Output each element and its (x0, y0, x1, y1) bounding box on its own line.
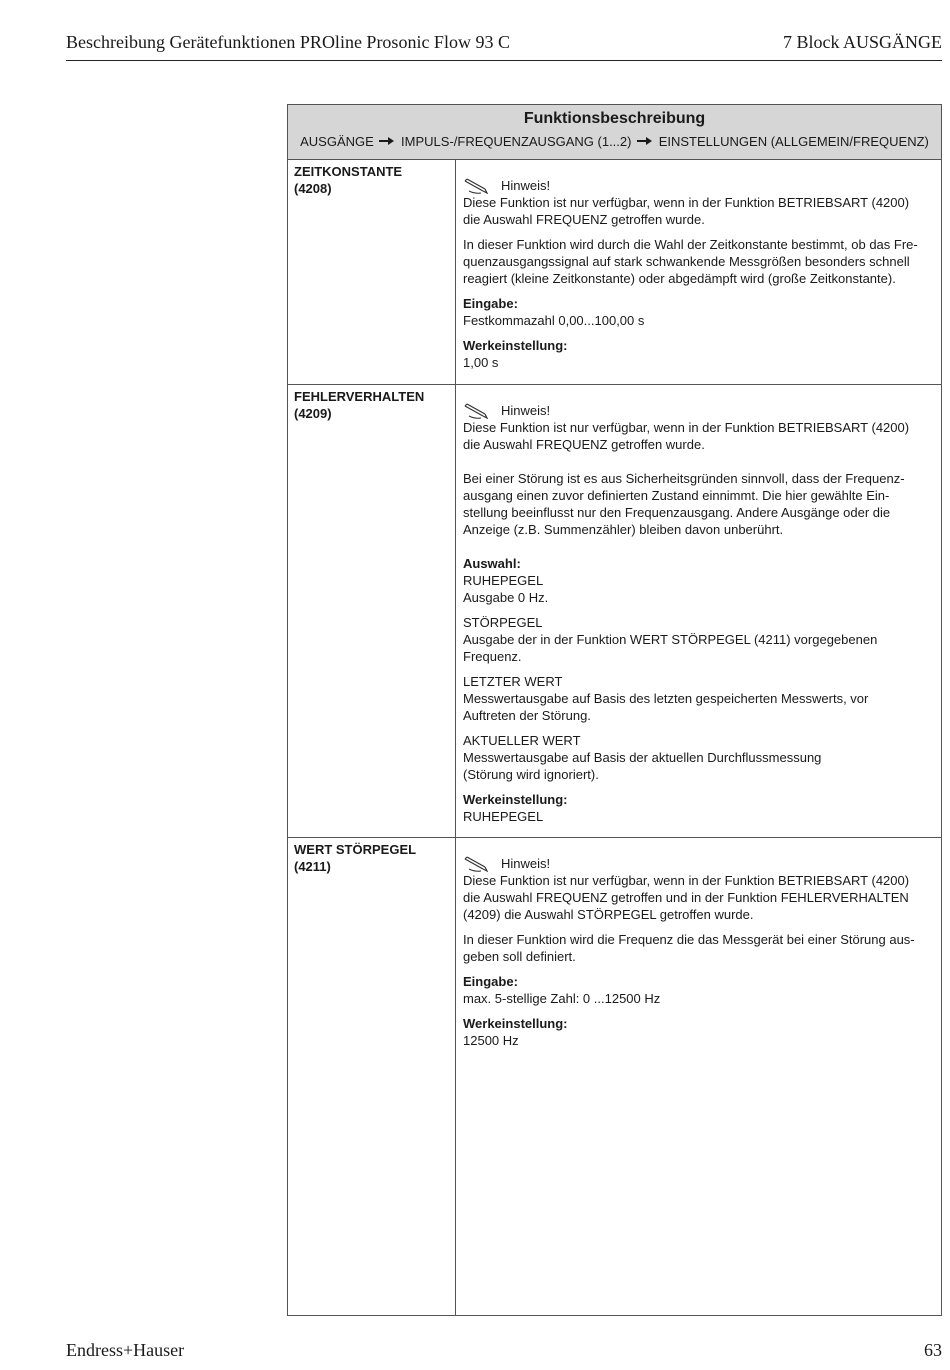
option-desc: Messwertausgabe auf Basis der aktuellen Durchflussmessung (463, 750, 822, 765)
option-desc: Ausgabe 0 Hz. (463, 590, 549, 605)
option-desc: Messwertausgabe auf Basis des letzten gespeicherten Messwerts, vor (463, 691, 869, 706)
text-line: geben soll definiert. (463, 949, 576, 964)
default-section (463, 791, 935, 825)
menu-path (288, 133, 941, 150)
hint-text (463, 194, 935, 228)
option-desc: Ausgabe der in der Funktion WERT STÖRPEGEL (4211) vorgegebenen (463, 632, 878, 647)
hint-heading (463, 402, 935, 419)
path-part-2: IMPULS-/FREQUENZAUSGANG (1...2) (401, 134, 632, 149)
arrow-right-icon (637, 136, 653, 146)
function-name-cell (288, 385, 456, 837)
default-section (463, 1015, 935, 1049)
text-line: In dieser Funktion wird die Frequenz die das Messgerät bei einer Störung aus- (463, 932, 915, 947)
input-label: Eingabe: (463, 296, 518, 311)
text-line: Diese Funktion ist nur verfügbar, wenn in der Funktion BETRIEBSART (4200) (463, 873, 910, 888)
option-desc: Auftreten der Störung. (463, 708, 591, 723)
default-label: Werkeinstellung: (463, 1016, 568, 1031)
text-line: stellung beeinflusst nur den Frequenzausgang. Andere Ausgänge oder die (463, 505, 891, 520)
body-text (463, 470, 935, 538)
pencil-note-icon (463, 856, 489, 872)
footer-brand: Endress+Hauser (66, 1340, 185, 1360)
default-label: Werkeinstellung: (463, 338, 568, 353)
page-number: 63 (924, 1340, 942, 1360)
pencil-note-icon (463, 178, 489, 194)
body-text (463, 931, 935, 965)
option-desc: Frequenz. (463, 649, 522, 664)
table-row (288, 160, 941, 385)
table-row (288, 385, 941, 838)
select-label: Auswahl: (463, 556, 521, 571)
default-value: 12500 Hz (463, 1033, 519, 1048)
function-name: WERT STÖRPEGEL (294, 842, 417, 857)
default-label: Werkeinstellung: (463, 792, 568, 807)
text-line: Anzeige (z.B. Summenzähler) bleiben davon unberührt. (463, 522, 784, 537)
text-line: quenzausgangssignal auf stark schwankende Messgrößen besonders schnell (463, 254, 910, 269)
path-part-1: AUSGÄNGE (300, 134, 374, 149)
option-section (463, 673, 935, 724)
default-value: 1,00 s (463, 355, 499, 370)
hint-title: Hinweis! (501, 403, 551, 418)
function-name-cell (288, 838, 456, 1315)
table-header (288, 105, 941, 160)
option-section (463, 555, 935, 606)
hint-text (463, 872, 935, 923)
hint-title: Hinweis! (501, 856, 551, 871)
table-row (288, 838, 941, 1315)
function-description-cell (456, 385, 941, 833)
option-section (463, 732, 935, 783)
option-name: LETZTER WERT (463, 674, 563, 689)
header-chapter: 7 Block AUSGÄNGE (782, 32, 942, 52)
arrow-right-icon (379, 136, 395, 146)
input-value: Festkommazahl 0,00...100,00 s (463, 313, 645, 328)
text-line: Diese Funktion ist nur verfügbar, wenn in der Funktion BETRIEBSART (4200) (463, 420, 910, 435)
text-line: Bei einer Störung ist es aus Sicherheitsgründen sinnvoll, dass der Frequenz- (463, 471, 905, 486)
input-value: max. 5-stellige Zahl: 0 ...12500 Hz (463, 991, 661, 1006)
function-description-cell (456, 838, 941, 1057)
table-title: Funktionsbeschreibung (523, 110, 706, 127)
function-description-cell (456, 160, 941, 379)
function-code: (4209) (294, 406, 332, 421)
function-table (287, 104, 942, 1316)
input-section (463, 295, 935, 329)
function-name: ZEITKONSTANTE (294, 164, 403, 179)
path-part-3: EINSTELLUNGEN (ALLGEMEIN/FREQUENZ) (658, 134, 929, 149)
option-section (463, 614, 935, 665)
text-line: die Auswahl FREQUENZ getroffen und in der Funktion FEHLERVERHALTEN (463, 890, 909, 905)
header-title: Beschreibung Gerätefunktionen PROline Prosonic Flow 93 C (66, 32, 510, 52)
text-line: die Auswahl FREQUENZ getroffen wurde. (463, 212, 705, 227)
function-code: (4211) (294, 859, 331, 874)
pencil-note-icon (463, 403, 489, 419)
default-value: RUHEPEGEL (463, 809, 544, 824)
option-name: RUHEPEGEL (463, 573, 544, 588)
hint-text (463, 419, 935, 453)
input-section (463, 973, 935, 1007)
text-line: Diese Funktion ist nur verfügbar, wenn in der Funktion BETRIEBSART (4200) (463, 195, 910, 210)
option-name: AKTUELLER WERT (463, 733, 581, 748)
function-name: FEHLERVERHALTEN (294, 389, 425, 404)
text-line: In dieser Funktion wird durch die Wahl der Zeitkonstante bestimmt, ob das Fre- (463, 237, 918, 252)
text-line: die Auswahl FREQUENZ getroffen wurde. (463, 437, 705, 452)
text-line: (4209) die Auswahl STÖRPEGEL getroffen wurde. (463, 907, 754, 922)
option-name: STÖRPEGEL (463, 615, 543, 630)
text-line: ausgang einen zuvor definierten Zustand einnimmt. Die hier gewählte Ein- (463, 488, 890, 503)
hint-heading (463, 177, 935, 194)
body-text (463, 236, 935, 287)
hint-title: Hinweis! (501, 178, 551, 193)
hint-heading (463, 855, 935, 872)
option-desc: (Störung wird ignoriert). (463, 767, 599, 782)
function-name-cell (288, 160, 456, 384)
input-label: Eingabe: (463, 974, 518, 989)
default-section (463, 337, 935, 371)
function-code: (4208) (294, 181, 332, 196)
text-line: reagiert (kleine Zeitkonstante) oder abgedämpft wird (große Zeitkonstante). (463, 271, 896, 286)
page-header (66, 30, 942, 61)
